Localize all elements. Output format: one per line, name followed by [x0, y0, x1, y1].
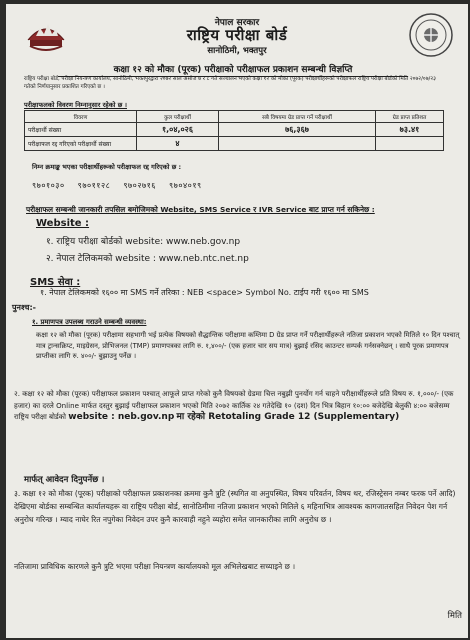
result-table-title: परीक्षाफलको विवरण निम्नानुसार रहेको छ ।	[24, 101, 127, 109]
table-header-cell: सबै विषयमा ग्रेड प्राप्त गर्ने परीक्षार्थी	[219, 111, 376, 123]
table-header-row	[25, 111, 444, 123]
cancelled-symbols-list	[32, 180, 212, 191]
postscript-label: पुनश्च:-	[12, 303, 36, 312]
certificate-heading: १. प्रमाणपत्र उपलब्ध गराउने सम्बन्धी व्यवस्था:	[32, 318, 147, 326]
table-row	[25, 137, 444, 151]
cancelled-symbols-label: निम्न क्रमाङ्क भएका परीक्षार्थीहरूको परीक्षाफल रद्द गरिएको छ :	[32, 163, 182, 171]
retotaling-website[interactable]: website : neb.gov.np	[68, 412, 175, 423]
sms-label: SMS सेवा :	[30, 277, 81, 288]
retotaling-text-after: मा रहेको Retotaling Grade 12 (Supplementary)	[176, 412, 400, 423]
table-header-cell: ग्रेड प्राप्त प्रतिशत	[376, 111, 444, 123]
board-name: राष्ट्रिय परीक्षा बोर्ड	[186, 26, 288, 44]
website-item-neb[interactable]: १. राष्ट्रिय परीक्षा बोर्डको website: www.neb.gov.np	[46, 237, 241, 247]
table-cell: ७६,३६७	[219, 123, 376, 137]
table-header-cell: कुल परीक्षार्थी	[137, 111, 219, 123]
apply-through-line: मार्फत् आवेदन दिनुपर्नेछ ।	[24, 475, 105, 485]
website-item-ntc[interactable]: २. नेपाल टेलिकमको website : www.neb.ntc.net.np	[46, 254, 249, 264]
notice-title: कक्षा १२ को मौका (पूरक) परीक्षाको परीक्षाफल प्रकाशन सम्बन्धी विज्ञप्ति	[58, 62, 408, 77]
retotaling-text: २. कक्षा १२ को मौका (पूरक) परीक्षाफल प्रकाशन पश्चात् आफूले प्राप्त गरेको कुनै विषयको ग्रेडमा चित्त नबुझी पुनर्योग गर्न चाहने परीक्षार्थीहरूले प्रति विषय रु. १,०००/- (एक हजार) का दरले Online मार्फत दस्तुर बुझाई परीक्षाफल प्रकाशन भएको मिति २०७२ कार्तिक २४ गतेदेखि १० (दश) दिन भित्र बिहान १०:०० बजेदेखि बेलुकी ४:०० बजेसम्म राष्ट्रिय परीक्षा बोर्डको	[14, 389, 454, 422]
date-signature-label: मिति	[447, 611, 462, 621]
table-header-cell: विवरण	[25, 111, 137, 123]
result-info-line: परीक्षाफल सम्बन्धी जानकारी तपसिल बमोजिमको Website, SMS Service र IVR Service बाट प्राप्त गर्न सकिनेछ :	[26, 205, 375, 214]
symbol-number: ९७०४०१९	[169, 181, 202, 190]
table-row	[25, 123, 444, 137]
table-cell: १,०४,०२६	[137, 123, 219, 137]
result-summary-table	[24, 110, 444, 151]
table-cell	[219, 137, 376, 151]
symbol-number: ९७०२७१६	[123, 181, 156, 190]
table-cell	[376, 137, 444, 151]
table-cell: ७३.४१	[376, 123, 444, 137]
table-cell: ४	[137, 137, 219, 151]
sms-item: १. नेपाल टेलिकमको १६०० मा SMS गर्ने तरिका : NEB <space> Symbol No. टाईप गरी १६०० मा SMS	[40, 288, 369, 297]
government-heading: नेपाल सरकार	[214, 18, 260, 28]
error-correction-paragraph: ३. कक्षा १२ को मौका (पूरक) परीक्षाको परीक्षाफल प्रकाशनका क्रममा कुनै त्रुटि (स्थगित वा अनुपस्थित, विषय परिवर्तन, विषय थर, रजिस्ट्रेसन नम्बर फरक पर्ने आदि) देखिएमा बोर्डका सम्बन्धित कार्यालयहरू वा राष्ट्रिय परीक्षा बोर्ड, सानोठिमीमा नतिजा प्रकाशन भएको मितिले ६ महिनाभित्र आवश्यक कागजातसहित निवेदन पेश गर्न अनुरोध गरिन्छ । म्याद नाघेर रित नपुगेका निवेदन उपर कुनै कारवाही नहुने व्यहोरा समेत जानकारीका लागि अनुरोध छ ।	[14, 489, 456, 524]
intro-paragraph: राष्ट्रिय परीक्षा बोर्ड, परीक्षा नियन्त्रण कार्यालय, सानोठिमी, भक्तपुरद्वारा २०७२ साल असोज ७ र ८ गते सञ्चालन भएको कक्षा १२ को मौका (पूरक) परीक्षार्थीहरूको परीक्षाफल राष्ट्रिय परीक्षा बोर्डको मिति २०७२/०७/२३ गतेको निर्णयानुसार प्रकाशित गरिएको छ ।	[24, 76, 436, 90]
table-cell: परीक्षाफल रद्द गरिएको परीक्षार्थी संख्या	[25, 137, 137, 151]
symbol-number: ९७०१०३०	[32, 181, 65, 190]
certificate-paragraph: कक्षा १२ को मौका (पूरक) परीक्षामा सहभागी भई प्रत्येक विषयको सैद्धान्तिक परीक्षामा कम्तिमा D ग्रेड प्राप्त गर्ने परीक्षार्थीहरूले नतिजा प्रकाशन भएको मितिले १० दिन पश्चात् मात्र ट्रान्सक्रिप्ट, माइग्रेसन, प्रोभिजनल (TMP) प्रमाणपत्रका लागि रु. १,४००/- (एक हजार चार सय मात्र) बुझाई रसिद काउन्टर सम्पर्क गर्नसक्नेछन् । साथै पूरक प्रमाणपत्र प्राप्तीका लागि रु. ४००/- बुझाउनु पर्नेछ ।	[36, 331, 460, 360]
symbol-number: ९७०११२८	[77, 181, 111, 190]
website-label: Website :	[36, 218, 90, 229]
retotaling-paragraph	[14, 388, 466, 424]
technical-error-paragraph: नतिजामा प्राविधिक कारणले कुनै त्रुटि भएमा परीक्षा नियन्त्रण कार्यालयको मूल अभिलेखबाट सच्याइने छ ।	[14, 562, 296, 571]
board-location: सानोठिमी, भक्तपुर	[207, 46, 267, 56]
notice-document	[6, 4, 468, 638]
table-cell: परीक्षार्थी संख्या	[25, 123, 137, 137]
